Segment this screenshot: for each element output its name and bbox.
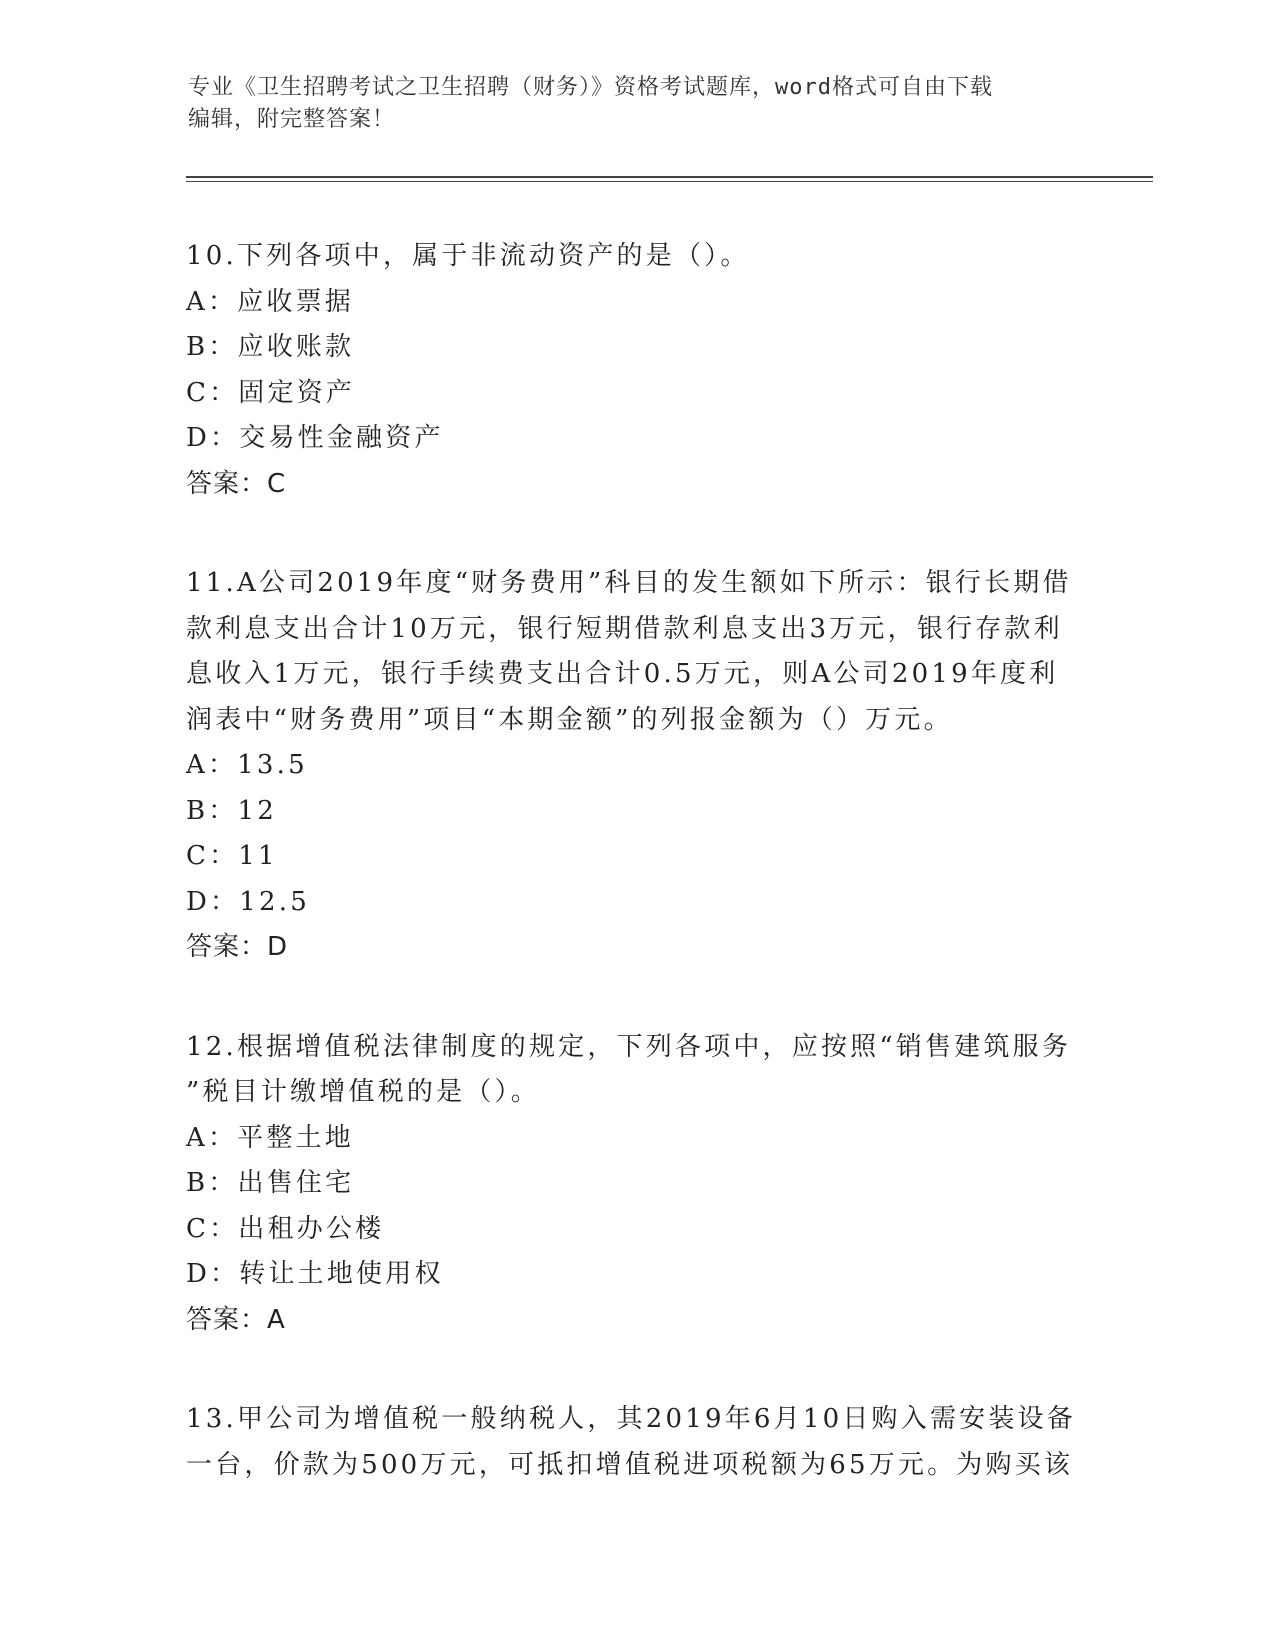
header-line: 编辑，附完整答案！	[188, 107, 396, 132]
question-text: 润表中“财务费用”项目“本期金额”的列报金额为（）万元。	[186, 704, 953, 735]
option-b: B：应收账款	[186, 332, 355, 362]
header-divider	[186, 176, 1153, 178]
option-d: D：交易性金融资产	[186, 423, 444, 453]
option-c: C：固定资产	[186, 377, 356, 408]
option-b: B：12	[186, 795, 277, 826]
option-c: C：11	[186, 841, 278, 871]
option-a: A：平整土地	[186, 1122, 354, 1153]
option-a: A：应收票据	[186, 286, 354, 317]
answer: 答案：C	[186, 468, 287, 499]
question-11	[186, 561, 1086, 971]
question-text: ”税目计缴增值税的是（）。	[186, 1077, 540, 1107]
answer: 答案：D	[186, 932, 289, 962]
question-10	[186, 234, 1086, 507]
question-13	[186, 1397, 1086, 1488]
option-c: C：出租办公楼	[186, 1213, 385, 1244]
question-text: 一台，价款为500万元，可抵扣增值税进项税额为65万元。为购买该	[186, 1449, 1074, 1480]
question-text: 12.根据增值税法律制度的规定，下列各项中，应按照“销售建筑服务	[186, 1031, 1072, 1062]
question-text: 款利息支出合计10万元，银行短期借款利息支出3万元，银行存款利	[186, 613, 1063, 644]
option-a: A：13.5	[186, 750, 308, 780]
option-d: D：转让土地使用权	[186, 1259, 444, 1289]
question-12	[186, 1025, 1086, 1344]
answer: 答案：A	[186, 1304, 286, 1335]
option-d: D：12.5	[186, 886, 310, 917]
header-line: 专业《卫生招聘考试之卫生招聘（财务）》资格考试题库，word格式可自由下载	[188, 75, 993, 100]
question-text: 息收入1万元，银行手续费支出合计0.5万元，则A公司2019年度利	[186, 659, 1059, 689]
option-b: B：出售住宅	[186, 1168, 355, 1198]
question-text: 13.甲公司为增值税一般纳税人，其2019年6月10日购入需安装设备	[186, 1404, 1076, 1434]
question-list	[186, 234, 1086, 1542]
page-header	[188, 72, 1068, 136]
question-text: 11.A公司2019年度“财务费用”科目的发生额如下所示：银行长期借	[186, 568, 1072, 598]
question-text: 10.下列各项中，属于非流动资产的是（）。	[186, 241, 750, 271]
